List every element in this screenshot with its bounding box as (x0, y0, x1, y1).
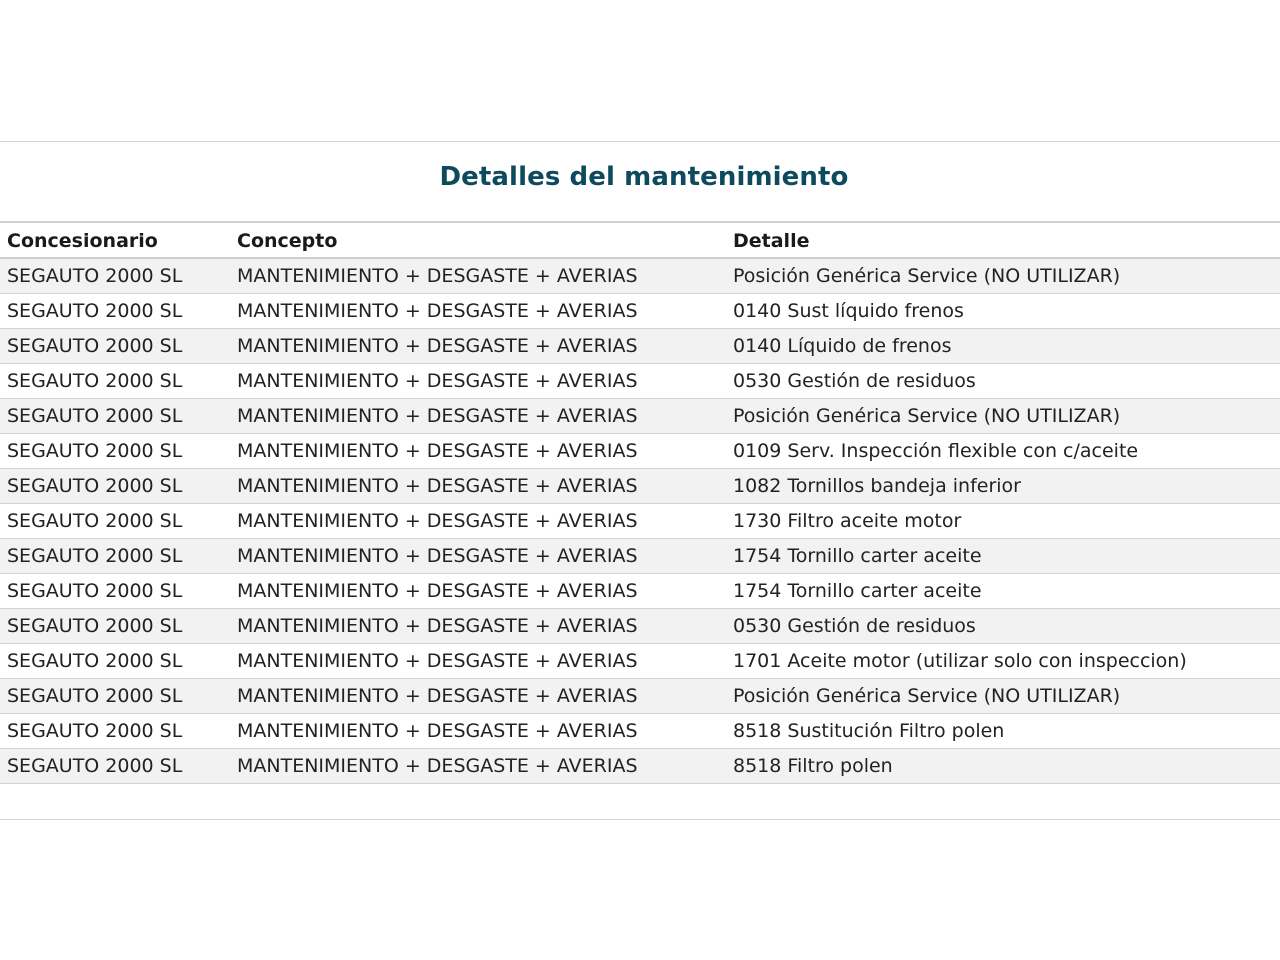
cell-concepto: MANTENIMIENTO + DESGASTE + AVERIAS (237, 755, 638, 777)
cell-concepto: MANTENIMIENTO + DESGASTE + AVERIAS (237, 475, 638, 497)
table-row (0, 434, 1280, 469)
cell-detalle: 1754 Tornillo carter aceite (733, 580, 982, 602)
cell-detalle: Posición Genérica Service (NO UTILIZAR) (733, 265, 1121, 287)
cell-detalle: 1730 Filtro aceite motor (733, 510, 962, 532)
cell-concepto: MANTENIMIENTO + DESGASTE + AVERIAS (237, 650, 638, 672)
cell-concepto: MANTENIMIENTO + DESGASTE + AVERIAS (237, 405, 638, 427)
table-row (0, 714, 1280, 749)
table-row (0, 504, 1280, 539)
maintenance-table (0, 221, 1280, 784)
cell-concesionario: SEGAUTO 2000 SL (7, 475, 183, 497)
cell-concesionario: SEGAUTO 2000 SL (7, 335, 183, 357)
table-row (0, 574, 1280, 609)
cell-detalle: 1754 Tornillo carter aceite (733, 545, 982, 567)
table-row (0, 399, 1280, 434)
table-row (0, 539, 1280, 574)
cell-concesionario: SEGAUTO 2000 SL (7, 650, 183, 672)
table-body (0, 259, 1280, 784)
table-row (0, 679, 1280, 714)
cell-detalle: Posición Genérica Service (NO UTILIZAR) (733, 405, 1121, 427)
cell-concepto: MANTENIMIENTO + DESGASTE + AVERIAS (237, 685, 638, 707)
cell-concesionario: SEGAUTO 2000 SL (7, 405, 183, 427)
cell-detalle: 0140 Sust líquido frenos (733, 300, 964, 322)
table-row (0, 469, 1280, 504)
cell-concesionario: SEGAUTO 2000 SL (7, 685, 183, 707)
table-row (0, 609, 1280, 644)
cell-detalle: 0530 Gestión de residuos (733, 370, 976, 392)
cell-concesionario: SEGAUTO 2000 SL (7, 440, 183, 462)
cell-concepto: MANTENIMIENTO + DESGASTE + AVERIAS (237, 440, 638, 462)
bottom-divider (0, 819, 1280, 820)
cell-detalle: 1082 Tornillos bandeja inferior (733, 475, 1021, 497)
cell-detalle: 0530 Gestión de residuos (733, 615, 976, 637)
cell-concesionario: SEGAUTO 2000 SL (7, 720, 183, 742)
cell-concepto: MANTENIMIENTO + DESGASTE + AVERIAS (237, 545, 638, 567)
cell-detalle: 8518 Sustitución Filtro polen (733, 720, 1005, 742)
cell-concesionario: SEGAUTO 2000 SL (7, 265, 183, 287)
cell-concesionario: SEGAUTO 2000 SL (7, 615, 183, 637)
page-title: Detalles del mantenimiento (439, 162, 849, 192)
column-header-detalle: Detalle (733, 230, 810, 252)
cell-concesionario: SEGAUTO 2000 SL (7, 545, 183, 567)
cell-concesionario: SEGAUTO 2000 SL (7, 580, 183, 602)
cell-concepto: MANTENIMIENTO + DESGASTE + AVERIAS (237, 615, 638, 637)
cell-concesionario: SEGAUTO 2000 SL (7, 370, 183, 392)
top-divider (0, 141, 1280, 142)
table-row (0, 749, 1280, 784)
table-row (0, 364, 1280, 399)
cell-concepto: MANTENIMIENTO + DESGASTE + AVERIAS (237, 580, 638, 602)
cell-concepto: MANTENIMIENTO + DESGASTE + AVERIAS (237, 720, 638, 742)
table-row (0, 259, 1280, 294)
table-row (0, 294, 1280, 329)
cell-concepto: MANTENIMIENTO + DESGASTE + AVERIAS (237, 335, 638, 357)
table-header-row (0, 223, 1280, 259)
cell-concepto: MANTENIMIENTO + DESGASTE + AVERIAS (237, 370, 638, 392)
cell-concepto: MANTENIMIENTO + DESGASTE + AVERIAS (237, 265, 638, 287)
column-header-concesionario: Concesionario (7, 230, 158, 252)
column-header-concepto: Concepto (237, 230, 338, 252)
cell-detalle: 8518 Filtro polen (733, 755, 893, 777)
cell-concepto: MANTENIMIENTO + DESGASTE + AVERIAS (237, 300, 638, 322)
cell-detalle: 1701 Aceite motor (utilizar solo con inspeccion) (733, 650, 1187, 672)
table-row (0, 644, 1280, 679)
cell-concepto: MANTENIMIENTO + DESGASTE + AVERIAS (237, 510, 638, 532)
cell-concesionario: SEGAUTO 2000 SL (7, 300, 183, 322)
table-row (0, 329, 1280, 364)
cell-concesionario: SEGAUTO 2000 SL (7, 510, 183, 532)
cell-concesionario: SEGAUTO 2000 SL (7, 755, 183, 777)
cell-detalle: 0140 Líquido de frenos (733, 335, 952, 357)
cell-detalle: 0109 Serv. Inspección flexible con c/aceite (733, 440, 1139, 462)
cell-detalle: Posición Genérica Service (NO UTILIZAR) (733, 685, 1121, 707)
